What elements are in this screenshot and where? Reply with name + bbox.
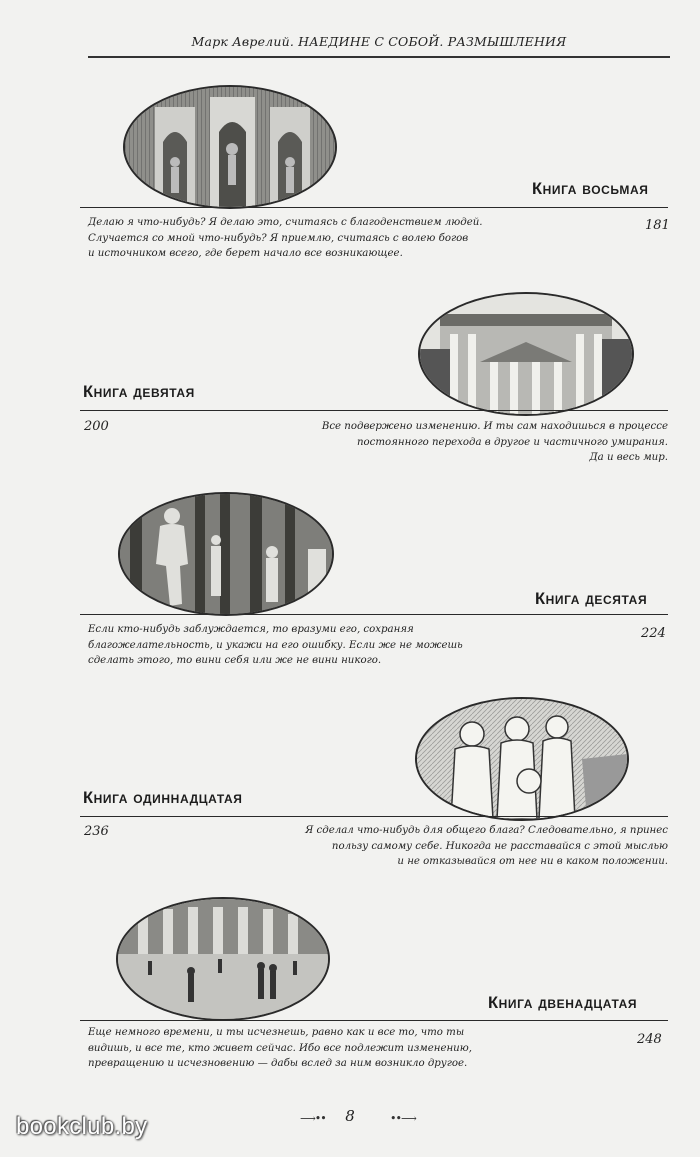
book-nine-title: Книга девятая: [83, 383, 195, 401]
quote-line: Да и весь мир.: [589, 452, 668, 463]
book-eight-title: Книга восьмая: [532, 180, 649, 198]
book-ten-quote: [88, 622, 488, 669]
quote-line: Я сделал что-нибудь для общего блага? Следовательно, я принес: [305, 825, 668, 836]
book-ten-rule: [80, 614, 668, 615]
quote-line: и не отказывайся от нее ни в каком положении.: [397, 856, 668, 867]
book-nine-rule: [80, 410, 668, 411]
engraving-palace-illustration: [418, 292, 634, 416]
quote-line: пользу самому себе. Никогда не расставайся с этой мыслью: [331, 840, 668, 852]
footer-ornament-right: ••⟶: [390, 1112, 416, 1125]
quote-line: Еще немного времени, и ты исчезнешь, равно как и все то, что ты: [88, 1027, 465, 1038]
quote-line: сделать этого, то вини себя или же не вини никого.: [88, 655, 382, 666]
book-eleven-page: 236: [84, 824, 109, 839]
quote-line: постоянного перехода в другое и частичного умирания.: [356, 436, 668, 448]
quote-line: превращению и исчезновению — дабы вслед за ним возникло другое.: [88, 1058, 468, 1069]
book-eight-quote: [88, 215, 488, 262]
quote-line: благожелательность, и укажи на его ошибку. Если же не можешь: [88, 639, 463, 651]
book-eight-rule: [80, 207, 668, 208]
book-ten-title: Книга десятая: [535, 590, 648, 608]
quote-line: Все подвержено изменению. И ты сам находишься в процессе: [321, 421, 668, 432]
book-nine-quote: [290, 419, 668, 466]
book-eleven-rule: [80, 816, 668, 817]
watermark-logo: bookclub.by: [16, 1113, 148, 1140]
book-ten-page: 224: [641, 626, 666, 641]
header-rule: [88, 56, 670, 58]
quote-line: Делаю я что-нибудь? Я делаю это, считаясь с благоденствием людей.: [88, 217, 483, 228]
quote-line: видишь, и все те, кто живет сейчас. Ибо все подлежит изменению,: [88, 1042, 472, 1054]
book-eleven-title: Книга одиннадцатая: [83, 789, 243, 807]
quote-line: Если кто-нибудь заблуждается, то вразуми его, сохраняя: [88, 624, 414, 635]
quote-line: и источником всего, где берет начало все возникающее.: [88, 248, 403, 259]
book-eleven-quote: [290, 823, 668, 870]
engraving-forum-illustration: [116, 897, 330, 1021]
folio-page-number: 8: [345, 1107, 355, 1125]
engraving-arches-illustration: [123, 85, 337, 209]
book-twelve-page: 248: [637, 1032, 662, 1047]
running-header: Марк Аврелий. НАЕДИНЕ С СОБОЙ. РАЗМЫШЛЕНИЯ: [191, 34, 567, 49]
book-nine-page: 200: [84, 419, 109, 434]
book-twelve-title: Книга двенадцатая: [488, 994, 638, 1012]
book-twelve-rule: [80, 1020, 668, 1021]
book-twelve-quote: [88, 1025, 508, 1072]
book-eight-page: 181: [645, 218, 670, 233]
footer-ornament-left: ⟶••: [300, 1112, 326, 1125]
engraving-statues-illustration: [118, 492, 334, 616]
engraving-figures-illustration: [415, 697, 629, 821]
quote-line: Случается со мной что-нибудь? Я приемлю, считаясь с волею богов: [88, 232, 469, 244]
